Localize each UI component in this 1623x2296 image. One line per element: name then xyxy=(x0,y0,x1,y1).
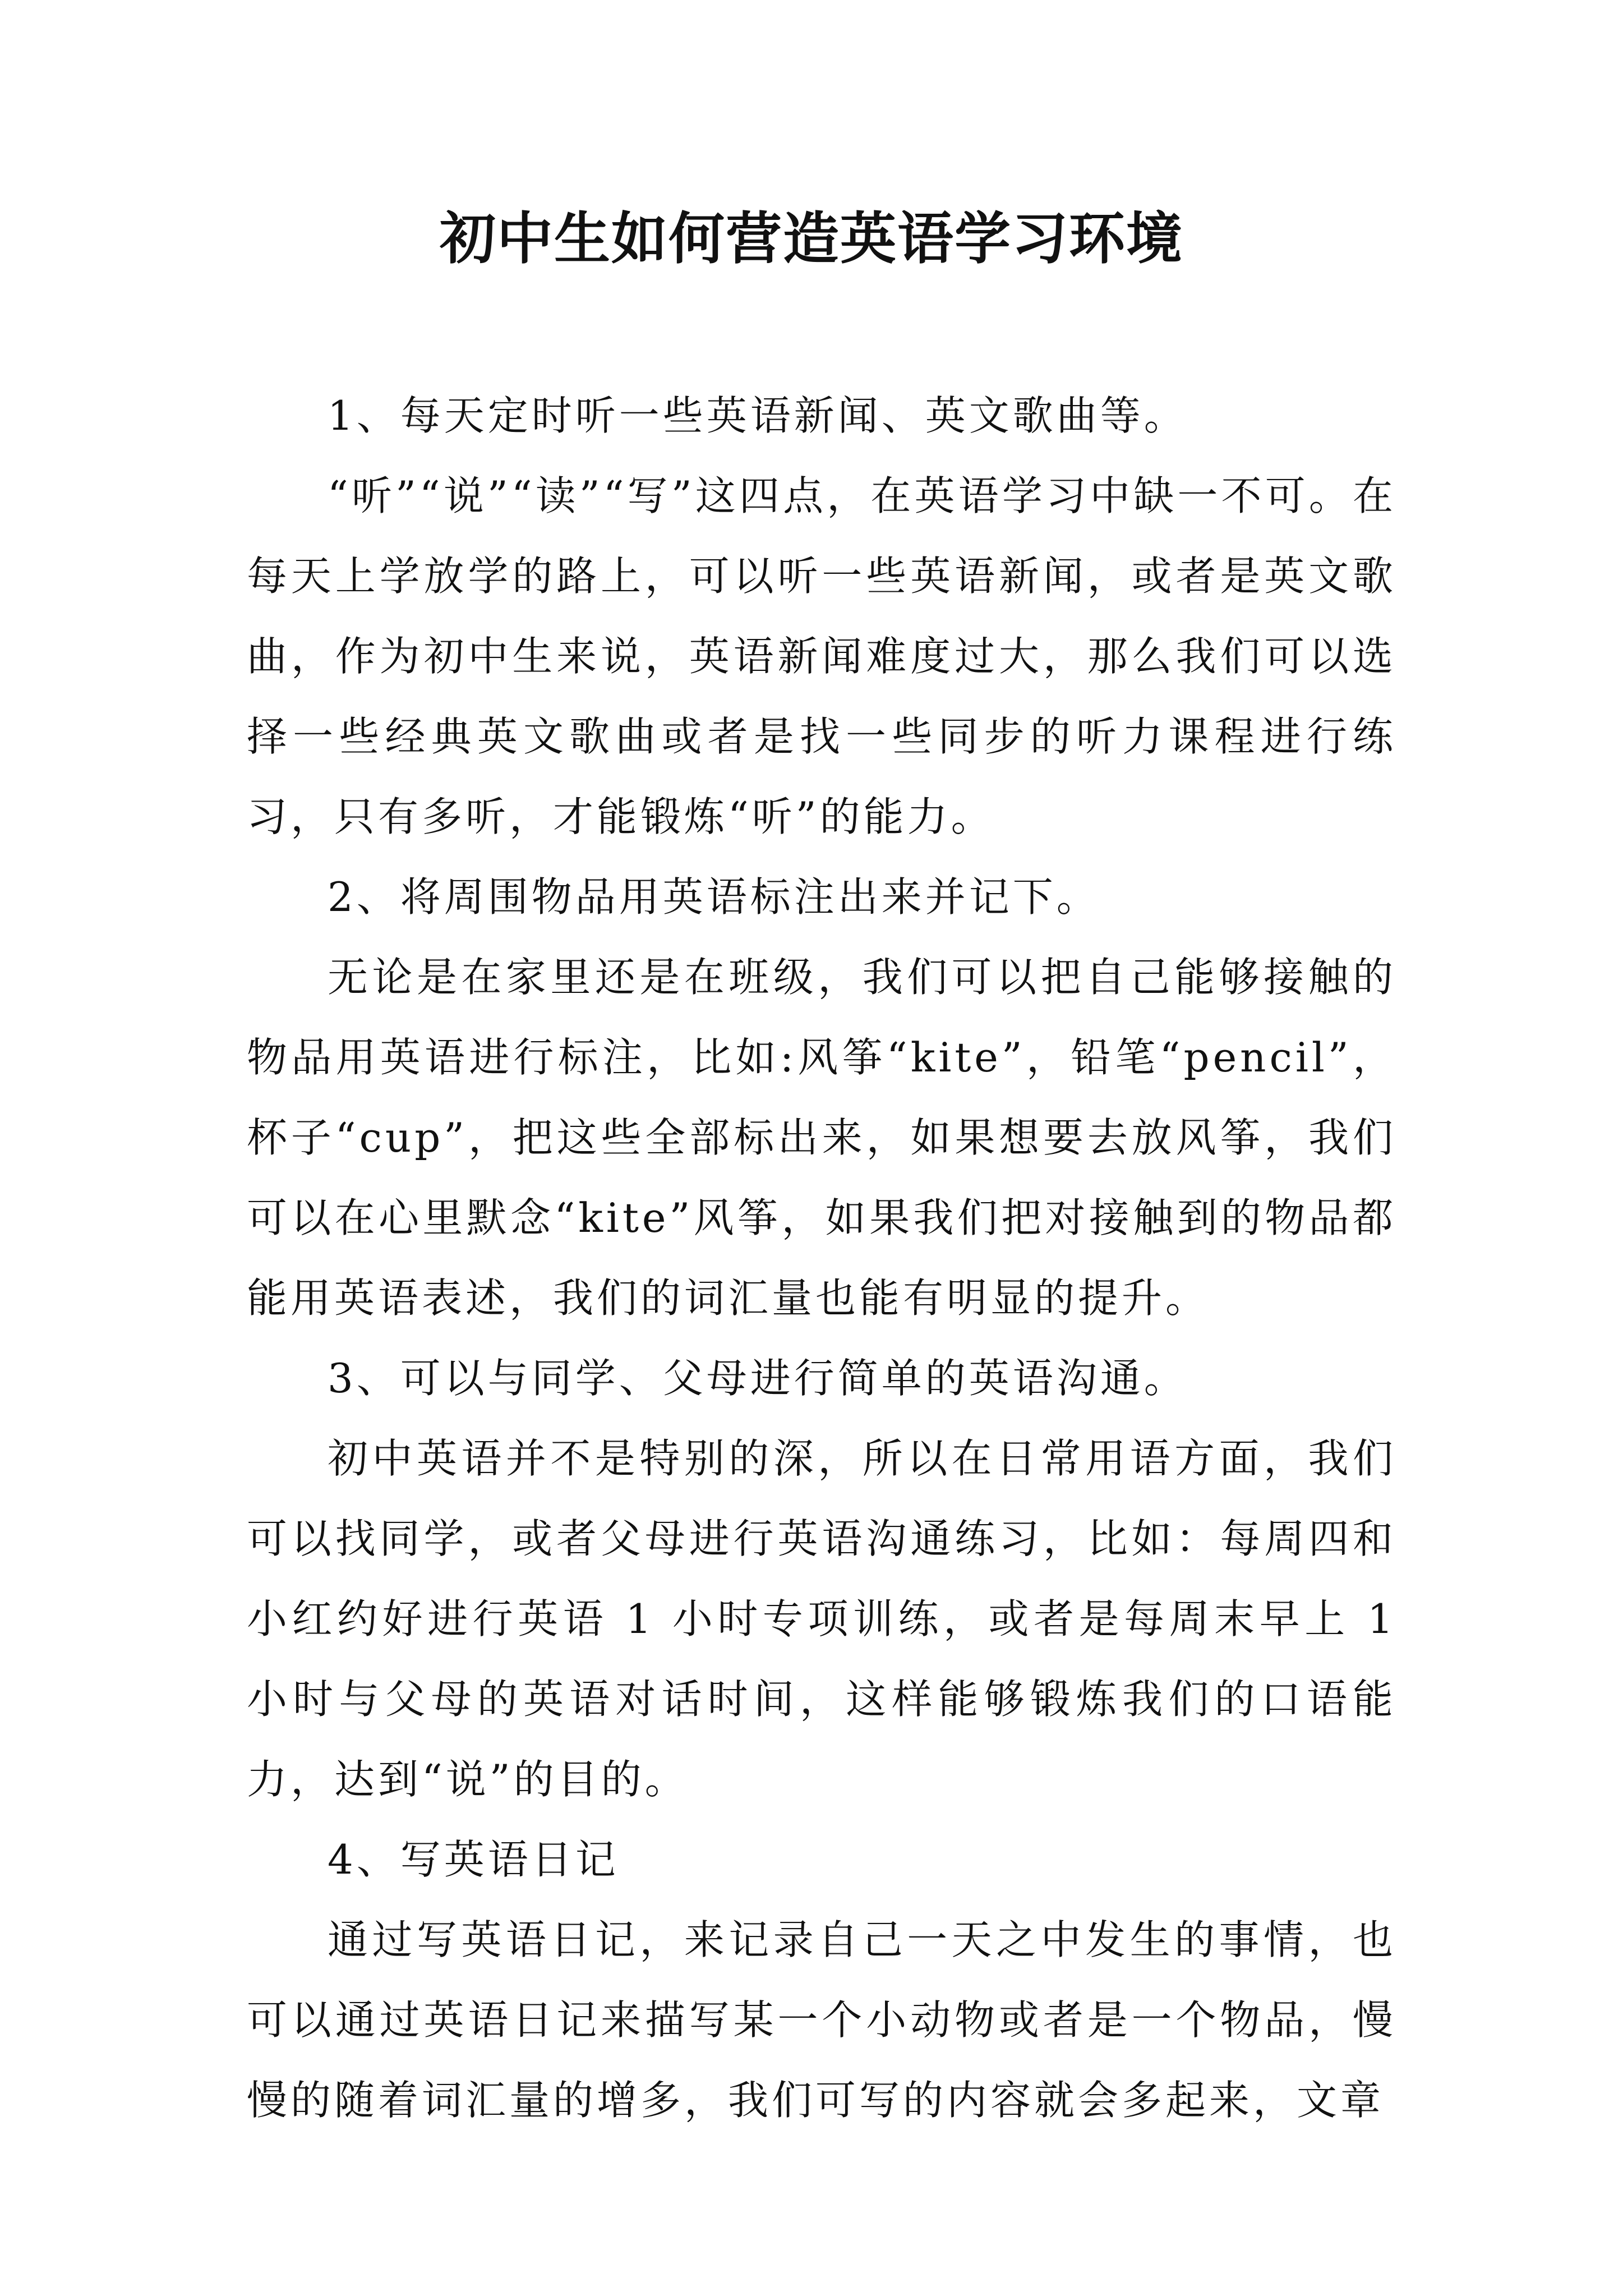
document-body xyxy=(247,376,1396,2141)
paragraph-listening: “听”“说”“读”“写”这四点，在英语学习中缺一不可。在每天上学放学的路上，可以听一些英语新闻，或者是英文歌曲，作为初中生来说，英语新闻难度过大，那么我们可以选择一些经典英文歌曲或者是找一些同步的听力课程进行练习，只有多听，才能锻炼“听”的能力。 xyxy=(247,472,1396,840)
section-heading-4: 4、写英语日记 xyxy=(328,1836,619,1883)
paragraph-labeling: 无论是在家里还是在班级，我们可以把自己能够接触的物品用英语进行标注，比如:风筝“kite”，铅笔“pencil”，杯子“cup”，把这些全部标出来，如果想要去放风筝，我们可以在心里默念“kite”风筝，如果我们把对接触到的物品都能用英语表述，我们的词汇量也能有明显的提升。 xyxy=(247,954,1396,1322)
section-heading-2: 2、将周围物品用英语标注出来并记下。 xyxy=(328,873,1100,921)
section-heading-3: 3、可以与同学、父母进行简单的英语沟通。 xyxy=(328,1355,1188,1402)
paragraph-diary: 通过写英语日记，来记录自己一天之中发生的事情，也可以通过英语日记来描写某一个小动物或者是一个物品，慢慢的随着词汇量的增多，我们可写的内容就会多起来，文章 xyxy=(247,1916,1396,2124)
section-heading-1: 1、每天定时听一些英语新闻、英文歌曲等。 xyxy=(328,392,1188,439)
document-title: 初中生如何营造英语学习环境 xyxy=(440,205,1183,272)
paragraph-speaking: 初中英语并不是特别的深，所以在日常用语方面，我们可以找同学，或者父母进行英语沟通练习，比如：每周四和小红约好进行英语 1 小时专项训练，或者是每周末早上 1 小时与父母的英语对话时间，这样能够锻炼我们的口语能力，达到“说”的目的。 xyxy=(247,1435,1396,1803)
